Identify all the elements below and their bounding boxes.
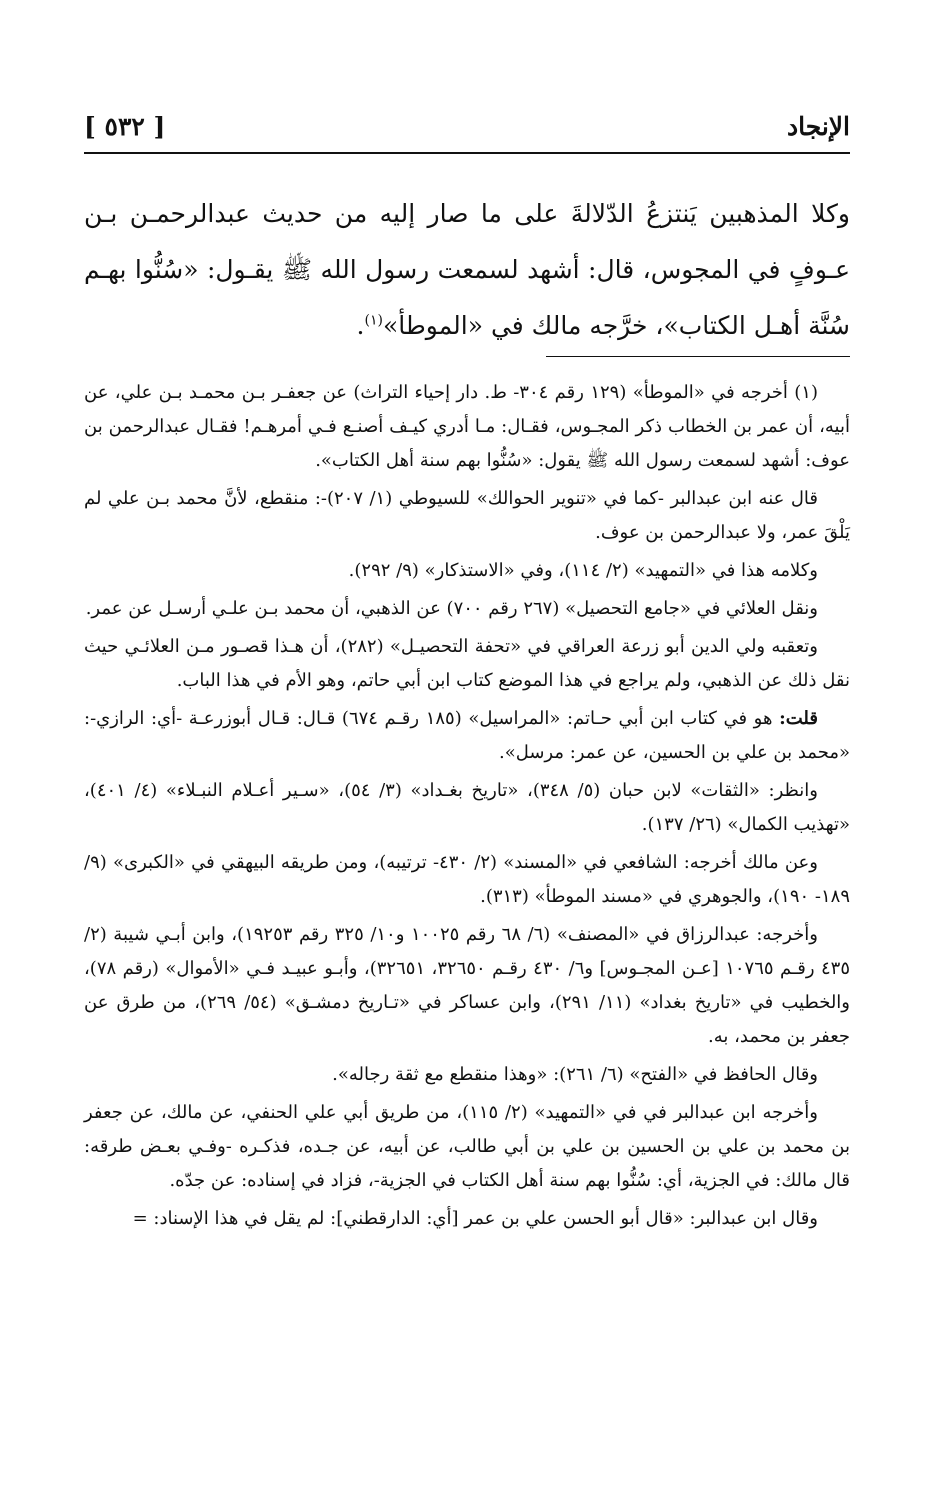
page-header	[84, 108, 850, 154]
footnote-paragraph: وأخرجه ابن عبدالبر في في «التمهيد» (٢/ ١١٥)، من طريق أبي علي الحنفي، عن مالك، عن جعفر بن محمد بن علي بن الحسين بن علي بن أبي طالب، عن أبيه، عن جـده، فذكـره -وفـي بعـض طرقه: قال مالك: في الجزية، أي: سُنُّوا بهم سنة أهل الكتاب في الجزية-، فزاد في إسناده: عن جدّه.	[84, 1102, 850, 1191]
footnotes-section	[84, 376, 850, 1240]
footnote-paragraph: وعن مالك أخرجه: الشافعي في «المسند» (٢/ ٤٣٠- ترتيبه)، ومن طريقه البيهقي في «الكبرى» (٩/ ١٨٩- ١٩٠)، والجوهري في «مسند الموطأ» (٣١٣).	[84, 852, 850, 907]
main-text-end: .	[356, 311, 365, 340]
footnote-lead-word: قلت:	[779, 708, 818, 729]
footnote-paragraph: وقال الحافظ في «الفتح» (٦/ ٢٦١): «وهذا منقطع مع ثقة رجاله».	[332, 1064, 818, 1085]
footnote-paragraph: قال عنه ابن عبدالبر -كما في «تنوير الحوالك» للسيوطي (١/ ٢٠٧)-: منقطع، لأنَّ محمد بـن علي لم يَلْقَ عمر، ولا عبدالرحمن بن عوف.	[84, 488, 850, 543]
footnote-reference-mark[interactable]: (١)	[364, 312, 383, 329]
footnote-paragraph: وتعقبه ولي الدين أبو زرعة العراقي في «تحفة التحصيـل» (٢٨٢)، أن هـذا قصـور مـن العلائـي حيث نقل ذلك عن الذهبي، ولم يراجع في هذا الموضع كتاب ابن أبي حاتم، وهو الأم في هذا الباب.	[84, 636, 850, 691]
footnote-paragraph: وقال ابن عبدالبر: «قال أبو الحسن علي بن عمر [أي: الدارقطني]: لم يقل في هذا الإسناد: =	[132, 1208, 818, 1229]
main-body-text	[84, 186, 850, 354]
page-number: [ ٥٣٢ ]	[84, 112, 166, 141]
footnote-paragraph: وكلامه هذا في «التمهيد» (٢/ ١١٤)، وفي «الاستذكار» (٩/ ٢٩٢).	[348, 560, 818, 581]
footnote-text: هو في كتاب ابن أبي حـاتم: «المراسيل» (١٨٥ رقـم ٦٧٤) قـال: قـال أبوزرعـة -أي: الرازي-: «محمد بن علي بن الحسين، عن عمر: مرسل».	[84, 708, 850, 763]
main-text-part: وكلا المذهبين يَنتزعُ الدّلالةَ على ما صار إليه من حديث عبدالرحمـن بـن عـوفٍ في المجوس، قال: أشهد لسمعت رسول الله ﷺ يقـول: «سُنُّوا بهـم سُنَّة أهـل الكتاب»، خرَّجه مالك في «الموطأ»	[84, 199, 850, 340]
footnote-paragraph	[84, 702, 850, 770]
footnote-paragraph: ونقل العلائي في «جامع التحصيل» (٢٦٧ رقم ٧٠٠) عن الذهبي، أن محمد بـن علـي أرسـل عن عمر.	[85, 598, 818, 619]
footnote-paragraph: (١) أخرجه في «الموطأ» (١٢٩ رقم ٣٠٤- ط. دار إحياء التراث) عن جعفـر بـن محمـد بـن علي، عن أبيه، أن عمر بن الخطاب ذكر المجـوس، فقـال: مـا أدري كيـف أصنـع فـي أمرهـم! فقـال عبدالرحمن بن عوف: أشهد لسمعت رسول الله ﷺ يقول: «سُنُّوا بهم سنة أهل الكتاب».	[84, 382, 850, 471]
main-paragraph	[84, 186, 850, 354]
footnote-separator	[546, 356, 850, 357]
running-title: الإنجاد	[786, 112, 850, 141]
footnote-paragraph: وأخرجه: عبدالرزاق في «المصنف» (٦/ ٦٨ رقم ١٠٠٢٥ و١٠/ ٣٢٥ رقم ١٩٢٥٣)، وابن أبـي شيبة (٢/ ٤٣٥ رقـم ١٠٧٦٥ [عـن المجـوس] و٦/ ٤٣٠ رقـم ٣٢٦٥٠، ٣٢٦٥١)، وأبـو عبيـد فـي «الأموال» (رقم ٧٨)، والخطيب في «تاريخ بغداد» (١١/ ٢٩١)، وابن عساكر في «تـاريخ دمشـق» (٥٤/ ٢٦٩)، من طرق عن جعفر بن محمد، به.	[84, 924, 850, 1047]
footnote-paragraph: وانظر: «الثقات» لابن حبان (٥/ ٣٤٨)، «تاريخ بغـداد» (٣/ ٥٤)، «سـير أعـلام النبـلاء» (٤/ ٤٠١)، «تهذيب الكمال» (٢٦/ ١٣٧).	[84, 780, 850, 835]
